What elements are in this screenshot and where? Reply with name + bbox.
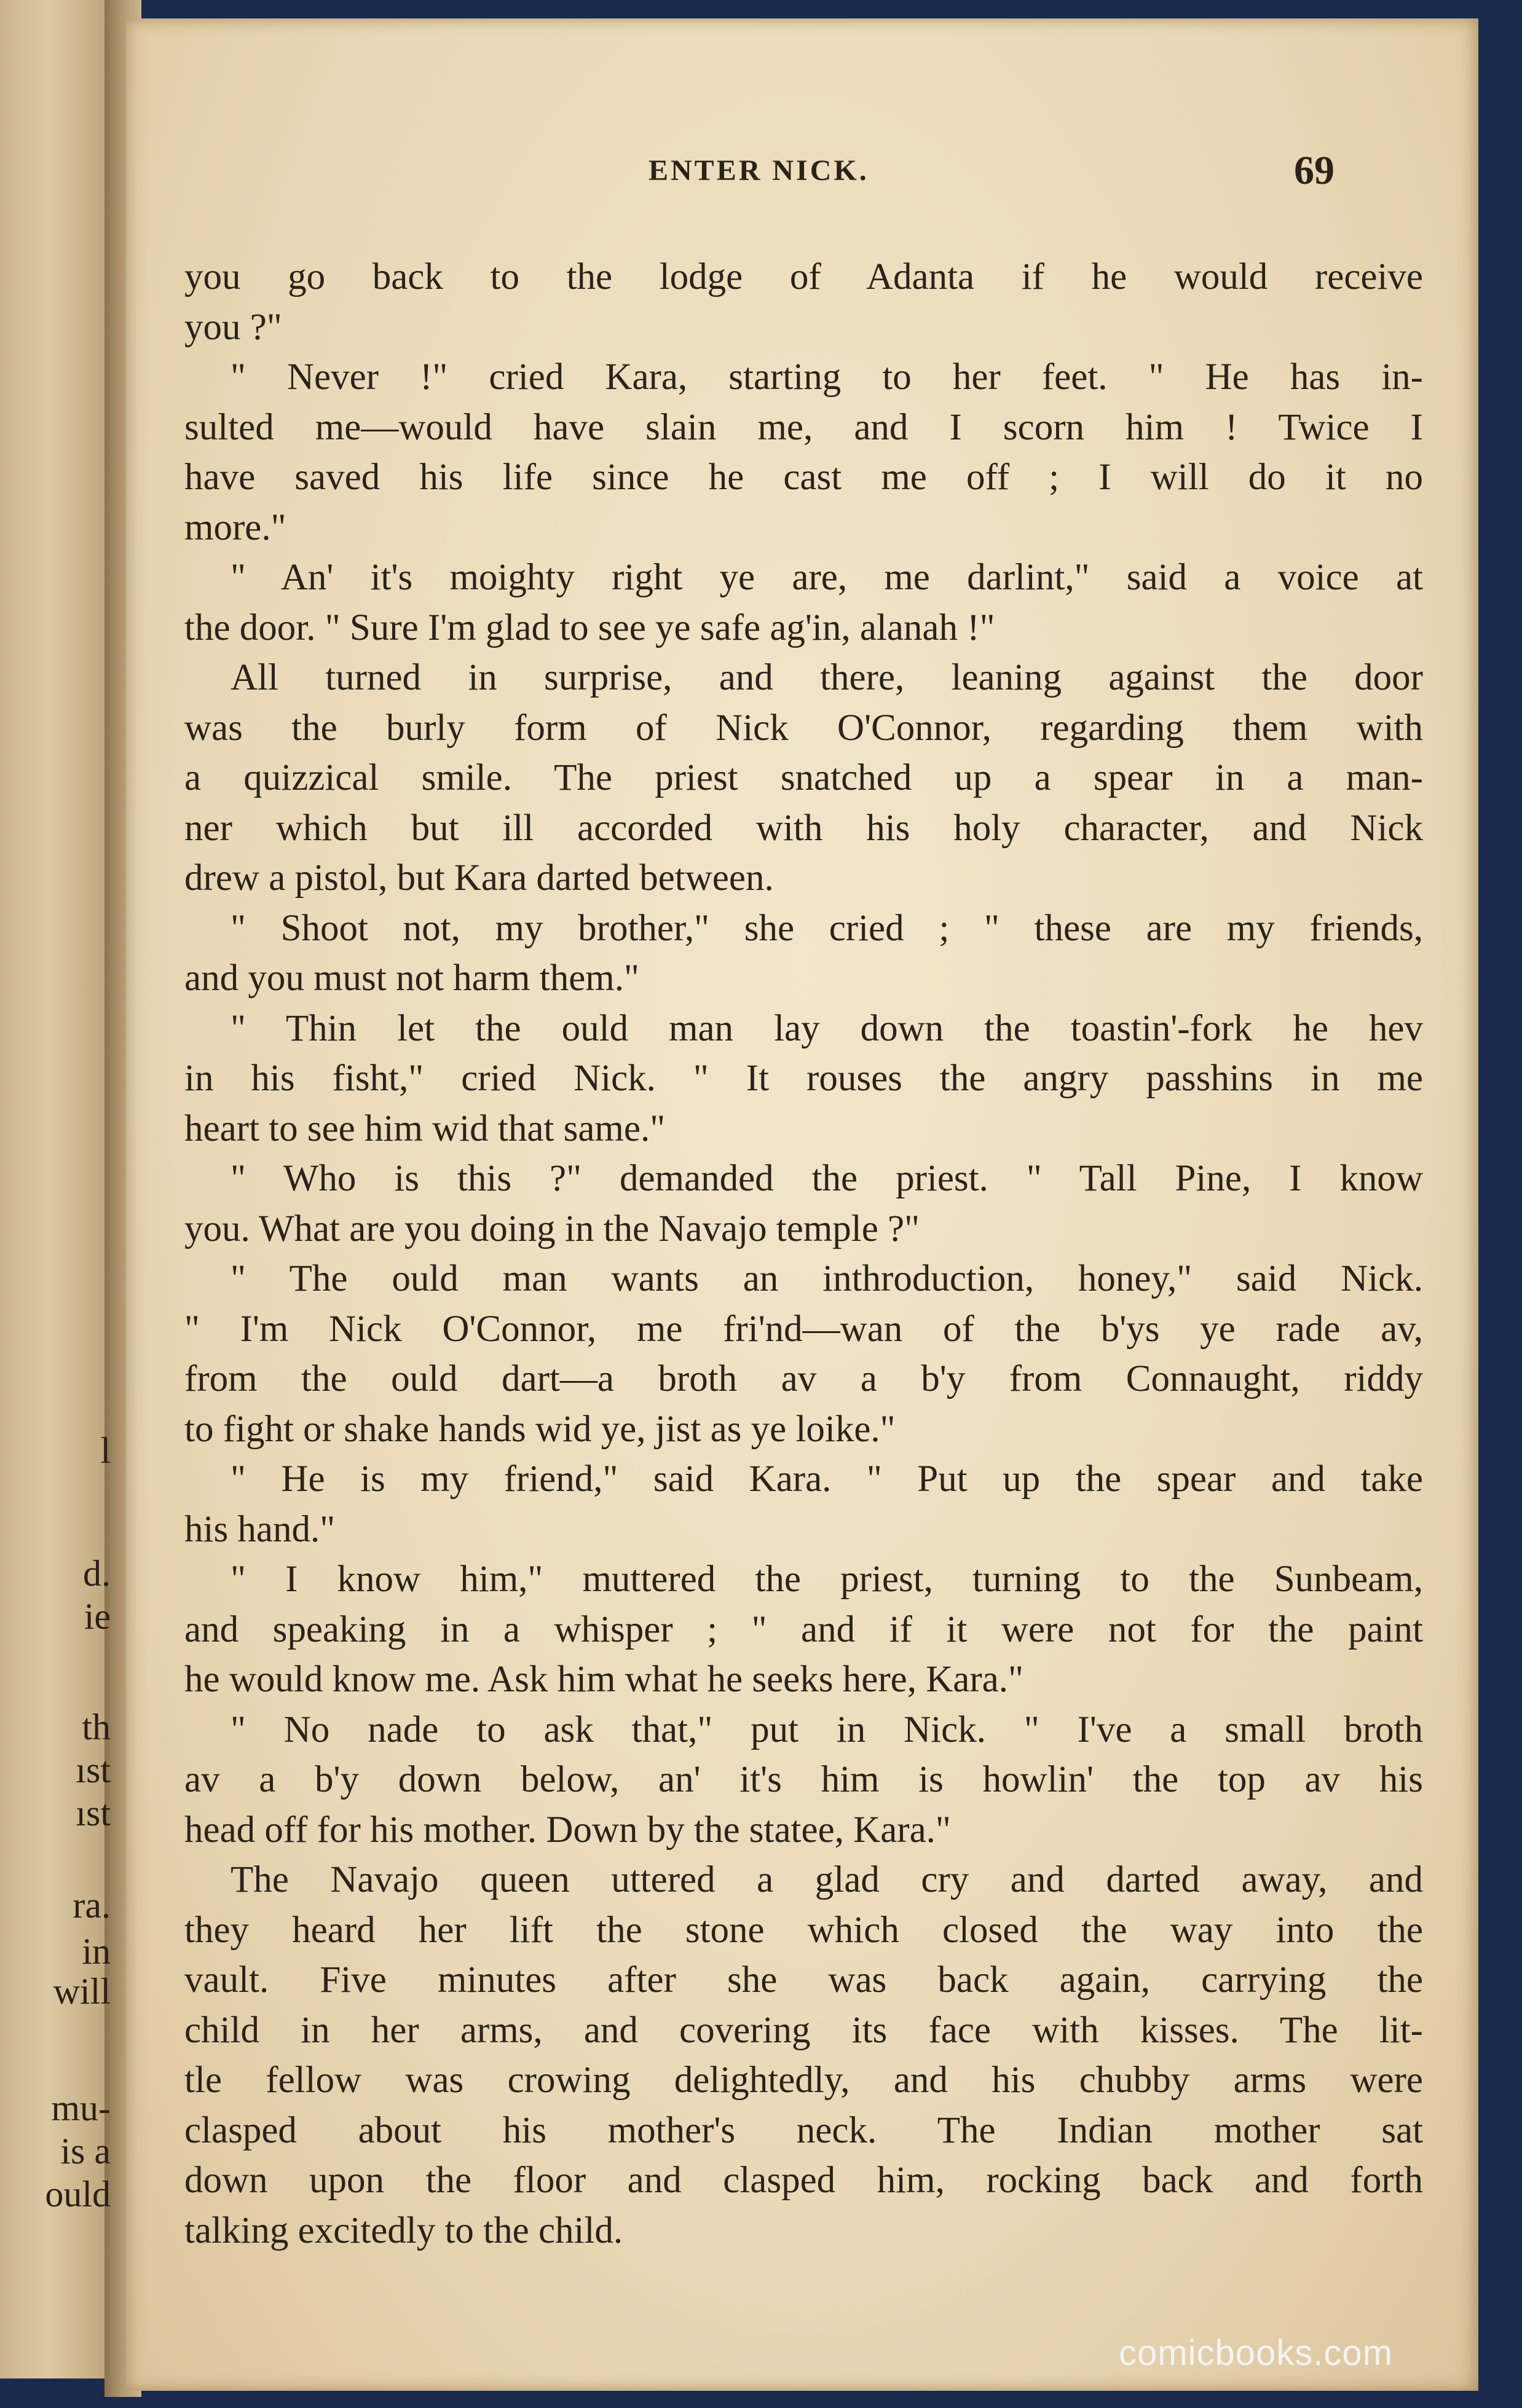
left-page-fragment: ra. (73, 1885, 111, 1926)
text-line: heart to see him wid that same." (184, 1108, 666, 1149)
text-line: head off for his mother. Down by the statee, Kara." (184, 1809, 951, 1851)
text-line: was the burly form of Nick O'Connor, regarding them with (184, 707, 1423, 749)
left-page-fragment: l (100, 1430, 111, 1471)
left-page-fragment: th (82, 1707, 111, 1747)
text-line: drew a pistol, but Kara darted between. (184, 857, 774, 899)
text-line: he would know me. Ask him what he seeks here, Kara." (184, 1659, 1023, 1700)
text-line: talking excitedly to the child. (184, 2209, 623, 2251)
text-line: " Never !" cried Kara, starting to her feet. " He has in- (231, 356, 1423, 398)
left-page-fragment: mu- (51, 2088, 111, 2128)
text-line: they heard her lift the stone which closed the way into the (184, 1909, 1423, 1951)
text-line: more." (184, 506, 286, 548)
text-line: " I know him," muttered the priest, turning to the Sunbeam, (231, 1559, 1423, 1600)
text-line: " No nade to ask that," put in Nick. " I've a small broth (231, 1709, 1423, 1750)
text-line: clasped about his mother's neck. The Indian mother sat (184, 2109, 1423, 2151)
text-line: you go back to the lodge of Adanta if he would receive (184, 256, 1423, 297)
page-number: 69 (1294, 148, 1335, 193)
text-line: and you must not harm them." (184, 958, 639, 999)
text-line: you ?" (184, 306, 282, 348)
text-line: av a b'y down below, an' it's him is howlin' the top av his (184, 1759, 1423, 1800)
text-line: his hand." (184, 1508, 336, 1550)
site-watermark: comicbooks.com (1119, 2333, 1393, 2373)
text-line: a quizzical smile. The priest snatched up a spear in a man- (184, 757, 1423, 798)
left-page-fragment: ould (45, 2174, 111, 2214)
text-line: down upon the floor and clasped him, rocking back and forth (184, 2160, 1423, 2201)
left-page-fragment: d. (83, 1553, 111, 1594)
text-line: " I'm Nick O'Connor, me fri'nd—wan of the b'ys ye rade av, (184, 1308, 1423, 1350)
text-line: All turned in surprise, and there, leaning against the door (231, 657, 1423, 698)
running-head (126, 148, 1478, 203)
left-page-fragment: is a (60, 2131, 111, 2171)
text-line: " Shoot not, my brother," she cried ; " these are my friends, (231, 907, 1423, 949)
text-line: the door. " Sure I'm glad to see ye safe ag'in, alanah !" (184, 607, 995, 648)
text-line: The Navajo queen uttered a glad cry and darted away, and (231, 1859, 1423, 1900)
text-line: " Who is this ?" demanded the priest. " Tall Pine, I know (231, 1158, 1423, 1199)
text-line: have saved his life since he cast me off ; I will do it no (184, 457, 1423, 498)
body-text (184, 252, 1423, 2256)
left-page-fragment: will (53, 1971, 111, 2012)
left-page-fragment: in (82, 1931, 111, 1972)
text-line: ner which but ill accorded with his holy character, and Nick (184, 807, 1423, 849)
text-line: tle fellow was crowing delightedly, and his chubby arms were (184, 2060, 1423, 2101)
chapter-title: ENTER NICK. (649, 154, 869, 187)
left-page-fragment: ie (84, 1596, 111, 1637)
text-line: to fight or shake hands wid ye, jist as ye loike." (184, 1408, 896, 1450)
text-line: you. What are you doing in the Navajo temple ?" (184, 1208, 920, 1249)
text-line: from the ould dart—a broth av a b'y from Connaught, riddy (184, 1358, 1423, 1399)
book-page (126, 18, 1478, 2391)
text-line: " Thin let the ould man lay down the toastin'-fork he hev (231, 1007, 1423, 1049)
text-line: " He is my friend," said Kara. " Put up the spear and take (231, 1458, 1423, 1500)
text-line: child in her arms, and covering its face with kisses. The lit- (184, 2009, 1423, 2051)
text-line: sulted me—would have slain me, and I scorn him ! Twice I (184, 406, 1423, 448)
left-page-fragment: ıst (76, 1793, 111, 1833)
text-line: " The ould man wants an inthroduction, honey," said Nick. (231, 1258, 1423, 1299)
text-line: and speaking in a whisper ; " and if it were not for the paint (184, 1608, 1423, 1650)
text-line: " An' it's moighty right ye are, me darlint," said a voice at (231, 557, 1423, 598)
text-line: in his fisht," cried Nick. " It rouses the angry passhins in me (184, 1058, 1423, 1099)
left-page-fragment: ıst (76, 1750, 111, 1790)
text-line: vault. Five minutes after she was back again, carrying the (184, 1959, 1423, 2001)
